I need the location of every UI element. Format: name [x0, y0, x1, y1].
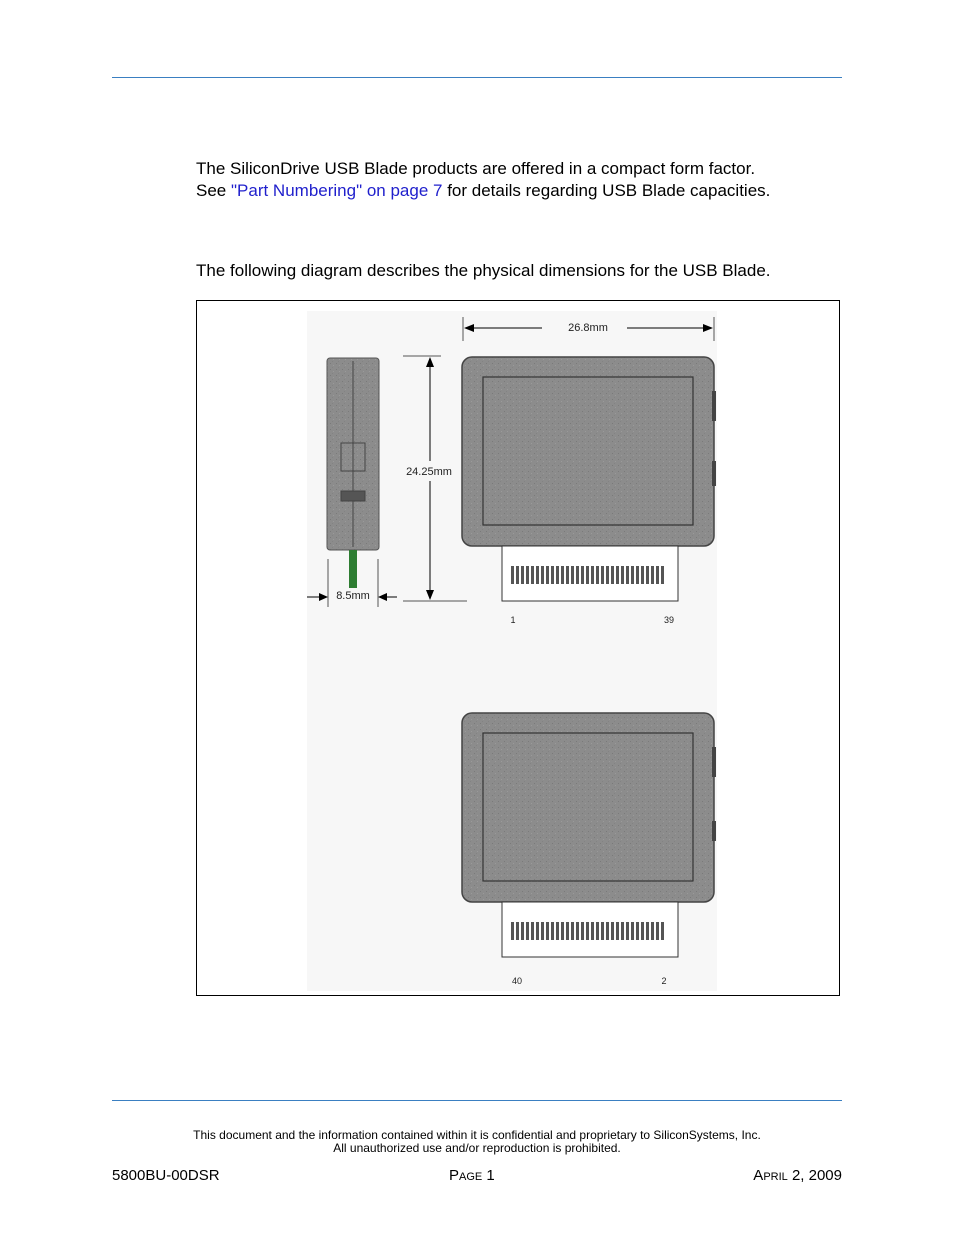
intro-paragraph — [196, 158, 841, 202]
bottom-pin-right-label: 2 — [661, 976, 667, 986]
page-number-value: 1 — [482, 1167, 495, 1184]
date-small: PRIL — [763, 1171, 788, 1183]
top-view-pins — [511, 566, 664, 584]
page-number — [449, 1167, 495, 1184]
date-cap: A — [753, 1167, 764, 1184]
dimension-diagram-frame — [196, 300, 840, 996]
intro-line2-suffix: for details regarding USB Blade capacities. — [442, 181, 771, 200]
width-label: 26.8mm — [568, 322, 608, 334]
notice-line1: This document and the information contained within it is confidential and proprietary to SiliconSystems, Inc. — [193, 1128, 761, 1142]
part-numbering-link[interactable]: "Part Numbering" on page 7 — [230, 181, 443, 200]
footer-rule — [112, 1100, 842, 1101]
top-pin-right-label: 39 — [663, 615, 675, 625]
dimensions-intro: The following diagram describes the physical dimensions for the USB Blade. — [196, 261, 771, 280]
intro-line1: The SiliconDrive USB Blade products are offered in a compact form factor. — [196, 159, 756, 178]
bottom-view-pins — [511, 922, 664, 940]
doc-date — [753, 1167, 842, 1184]
page-prefix-cap: P — [449, 1167, 460, 1184]
side-connector — [349, 550, 357, 588]
doc-number: 5800BU-00DSR — [112, 1167, 220, 1184]
notice-line2: All unauthorized use and/or reproduction is prohibited. — [333, 1141, 621, 1155]
top-pin-left-label: 1 — [510, 615, 516, 625]
thickness-label: 8.5mm — [336, 590, 370, 602]
bottom-pin-left-label: 40 — [511, 976, 523, 986]
page-prefix-small: AGE — [459, 1171, 483, 1183]
confidentiality-notice — [112, 1129, 842, 1155]
height-label: 24.25mm — [406, 466, 452, 478]
dimension-diagram — [197, 301, 841, 997]
header-rule — [112, 77, 842, 78]
intro-line2-prefix: See — [196, 181, 231, 200]
date-rest: 2, 2009 — [787, 1167, 842, 1184]
